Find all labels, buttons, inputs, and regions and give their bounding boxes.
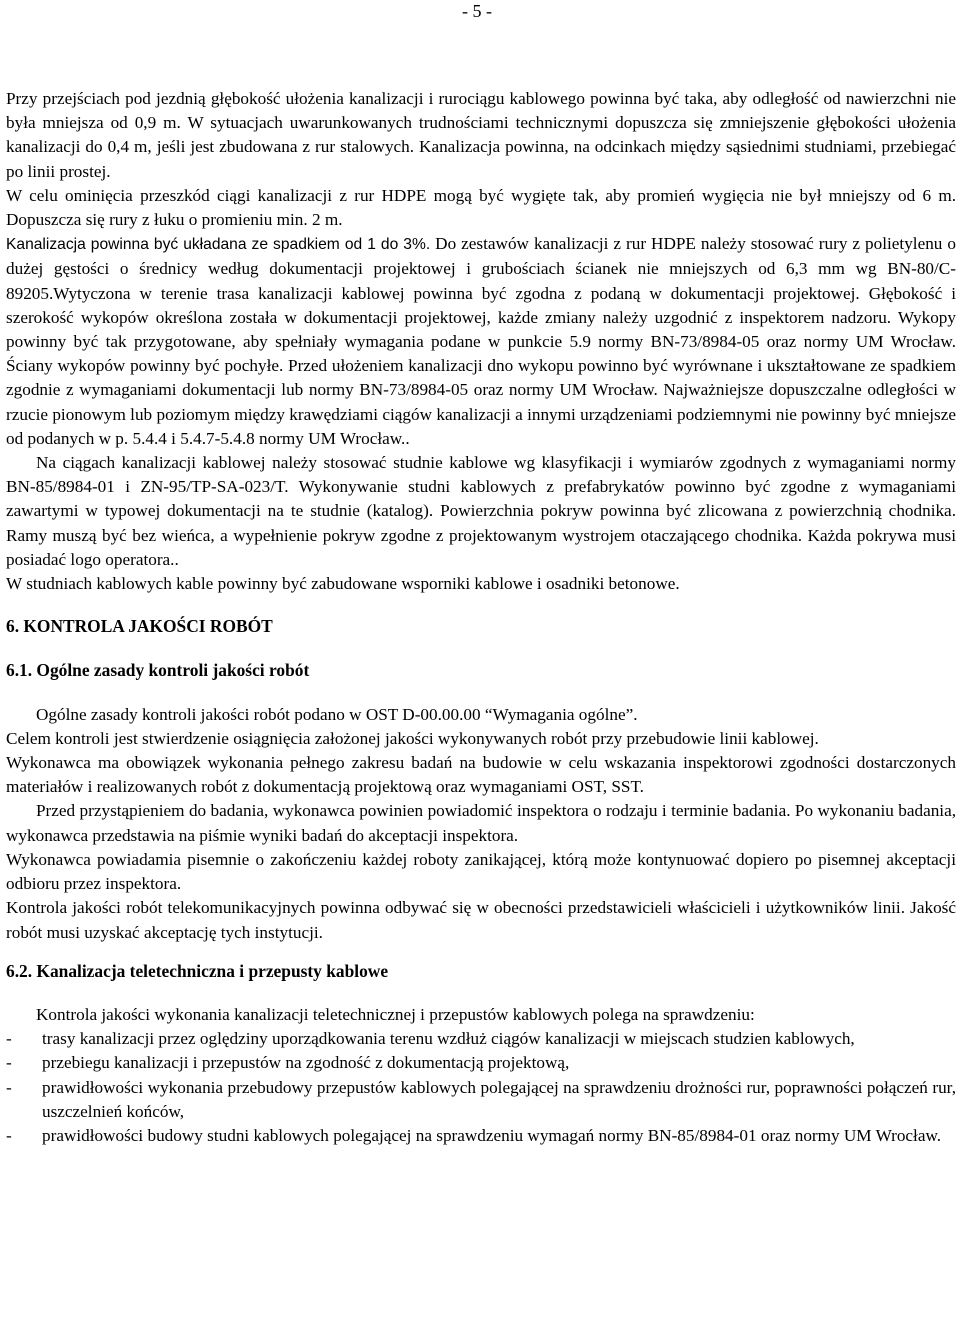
paragraph-road-crossings: Przy przejściach pod jezdnią głębokość ułożenia kanalizacji i rurociągu kablowego powinna być taka, aby odległość od nawierzchni nie była mniejsza od 0,9 m. W sytuacjach uwarunkowanych trudnościami technicznymi dopuszcza się zmniejszenie głębokości ułożenia kanalizacji do 0,4 m, jeśli jest zbudowana z rur stalowych. Kanalizacja powinna, na odcinkach między sąsiednimi studniami, przebiegać po linii prostej. <box>6 89 956 181</box>
paragraph-hidden-works: Wykonawca powiadamia pisemnie o zakończeniu każdej roboty zanikającej, którą może kontynuować dopiero po pisemnej akceptacji odbioru przez inspektora. <box>6 849 956 894</box>
paragraph-control-purpose: Celem kontroli jest stwierdzenie osiągnięcia założonej jakości wykonywanych robót przy przebudowie linii kablowej. <box>6 728 819 748</box>
paragraph-telecom-control: Kontrola jakości robót telekomunikacyjnych powinna odbywać się w obecności przedstawicieli właścicieli i użytkowników linii. Jakość robót musi uzyskać akceptację tych instytucji. <box>6 898 956 942</box>
paragraph-before-testing: Przed przystąpieniem do badania, wykonawca powinien powiadomić inspektora o rodzaju i terminie badania. Po wykonaniu badania, wykonawca przedstawia na piśmie wyniki badań do akceptacji inspektora. <box>6 801 956 845</box>
trench-text: Do zestawów kanalizacji z rur HDPE należy stosować rury z polietylenu o dużej gęstości o średnicy według dokumentacji projektowej i grubościach ścianek nie mniejszych od 6,3 mm wg BN-80/C-89205.Wytyczona w terenie trasa kanalizacji kablowej powinna być zgodna z podaną w dokumentacji projektowej. Głębokość i szerokość wykopów określona została w dokumentacji projektowej, każde zmiany należy uzgodnić z inspektorem nadzoru. Wykopy powinny być tak przygotowane, aby spełniały wymagania podane w punkcie 5.9 normy BN-73/8984-05 oraz normy UM Wrocław. Ściany wykopów powinny być pochyłe. Przed ułożeniem kanalizacji dno wykopu powinno być wyrównane i ukształtowane ze spadkiem zgodnie z wymaganiami dokumentacji lub normy BN-73/8984-05 oraz normy UM Wrocław. Najważniejsze dopuszczalne odległości w rzucie pionowym lub poziomym między krawędziami ciągów kanalizacji a innymi urządzeniami podziemnymi nie powinny być mniejsze od podanych w p. 5.4.4 i 5.4.7-5.4.8 normy UM Wrocław.. <box>6 234 956 448</box>
paragraph-sewer-control-intro: Kontrola jakości wykonania kanalizacji teletechnicznej i przepustów kablowych polega na sprawdzeniu: <box>36 1004 755 1024</box>
section-6-2-heading: 6.2. Kanalizacja teletechniczna i przepusty kablowe <box>6 960 389 981</box>
section-6-heading: 6. KONTROLA JAKOŚCI ROBÓT <box>6 616 273 637</box>
list-item: - przebiegu kanalizacji i przepustów na zgodność z dokumentacją projektową, <box>6 1051 956 1075</box>
paragraph-slope-and-trench <box>6 232 956 451</box>
paragraph-cable-supports: W studniach kablowych kable powinny być zabudowane wsporniki kablowe i osadniki betonowe. <box>6 574 680 594</box>
list-item: - prawidłowości wykonania przebudowy przepustów kablowych polegającej na sprawdzeniu drożności rur, poprawności połączeń rur, uszczelnień końców, <box>6 1076 956 1124</box>
document-body <box>6 87 956 1148</box>
list-item: - prawidłowości budowy studni kablowych polegającej na sprawdzeniu wymagań normy BN-85/8984-01 oraz normy UM Wrocław. <box>6 1124 956 1148</box>
check-list <box>6 1027 956 1148</box>
list-item: - trasy kanalizacji przez oględziny uporządkowania terenu wzdłuż ciągów kanalizacji w miejscach studzien kablowych, <box>6 1027 956 1051</box>
paragraph-cable-wells: Na ciągach kanalizacji kablowej należy stosować studnie kablowe wg klasyfikacji i wymiarów zgodnych z wymaganiami normy BN-85/8984-01 i ZN-95/TP-SA-023/T. Wykonywanie studni kablowych z prefabrykatów powinno być zgodne z wymaganiami zawartymi w typowej dokumentacji na te studnie (katalog). Powierzchnia pokryw powinna być zlicowana z powierzchnią chodnika. Ramy muszą być bez wieńca, a wypełnienie pokryw zgodne z projektowanym wystrojem otaczającego chodnika. Każda pokrywa musi posiadać logo operatora.. <box>6 453 956 569</box>
paragraph-hdpe-bending: W celu ominięcia przeszkód ciągi kanalizacji z rur HDPE mogą być wygięte tak, aby promień wygięcia nie był mniejszy od 6 m. Dopuszcza się rury z łuku o promieniu min. 2 m. <box>6 185 956 230</box>
paragraph-general-rules: Ogólne zasady kontroli jakości robót podano w OST D-00.00.00 “Wymagania ogólne”. <box>36 704 638 724</box>
page-number: - 5 - <box>462 1 492 21</box>
section-6-1-heading: 6.1. Ogólne zasady kontroli jakości robót <box>6 660 310 681</box>
paragraph-contractor-duty: Wykonawca ma obowiązek wykonania pełnego zakresu badań na budowie w celu wskazania inspektorowi zgodności dostarczonych materiałów i realizowanych robót z dokumentacją projektową oraz wymaganiami OST, SST. <box>6 753 956 797</box>
slope-sentence: Kanalizacja powinna być układana ze spadkiem od 1 do 3%. <box>6 236 431 254</box>
